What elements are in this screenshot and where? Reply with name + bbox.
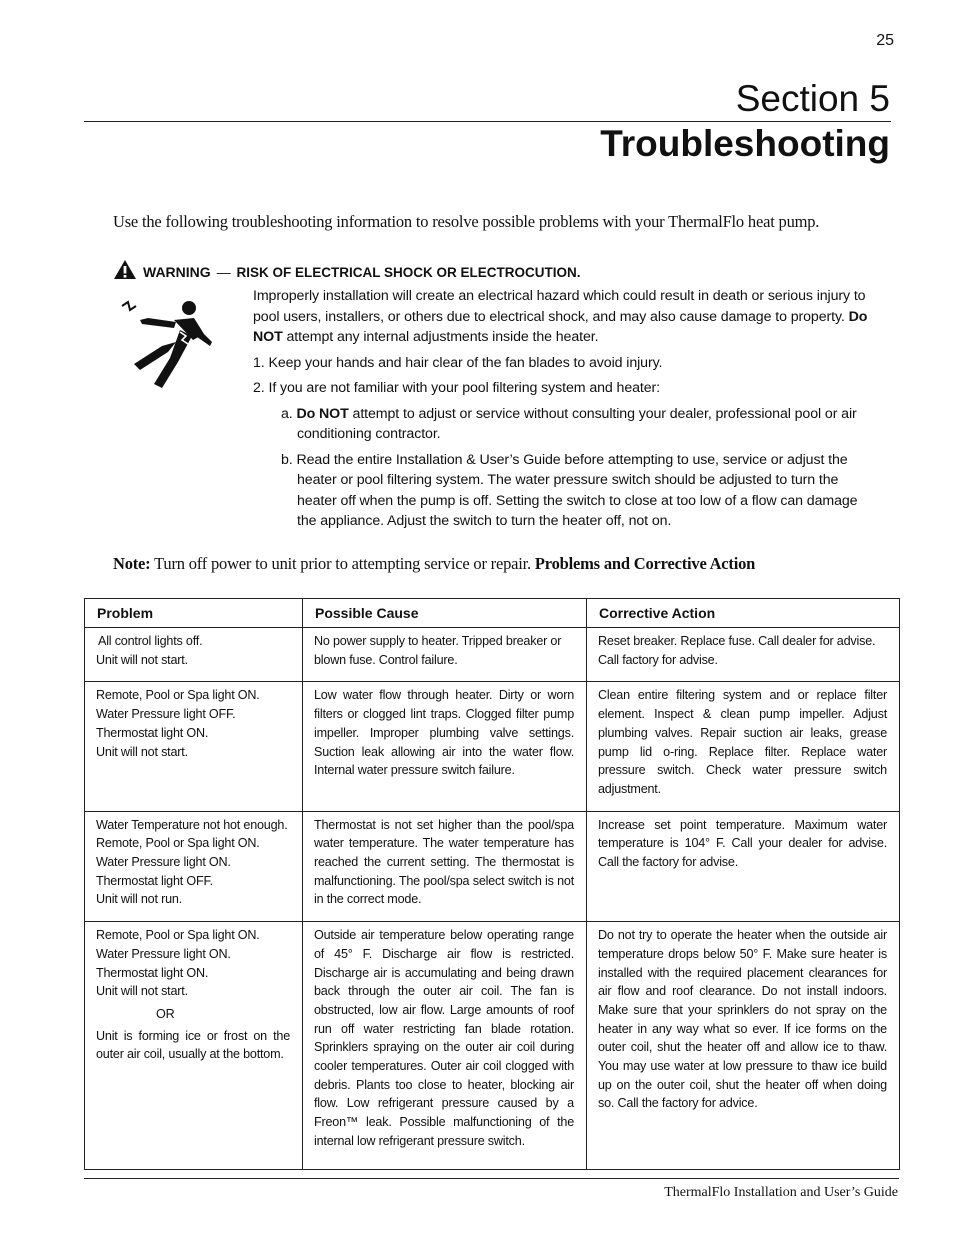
action-cell: Reset breaker. Replace fuse. Call dealer for advise. Call factory for advise. xyxy=(587,628,900,682)
warning-sub-b: b. Read the entire Installation & User’s Guide before attempting to use, service or adjust the heater or pool filtering system. The water pressure switch should be adjusted to turn the heater off when the pump is off. Setting the switch to close at too low of a flow can damage the appliance. Adjust the switch to turn the heater off, not on. xyxy=(281,451,858,529)
problem-cell xyxy=(85,628,303,682)
note-text: Turn off power to unit prior to attempting service or repair. xyxy=(150,554,535,573)
problem-line: Thermostat light OFF. xyxy=(96,873,213,888)
problem-line: Remote, Pool or Spa light ON. xyxy=(96,836,260,851)
warning-sub-a xyxy=(281,404,873,445)
page-title: Troubleshooting xyxy=(600,123,890,164)
cause-cell: Outside air temperature below operating range of 45° F. Discharge air flow is restricted. Discharge air is accumulating and being drawn back through the outer air coil. The fan is obstructed, low air flow. Large amounts of roof run off water restricting fan blade rotation. Sprinklers spraying on the outer air coil during cooler temperatures. Outer air coil clogged with debris. Plants too close to heater, blocking air flow. Low refrigerant pressure caused by a Freon™ leak. Possible malfunctioning of the internal low refrigerant pressure switch. xyxy=(303,922,587,1170)
warning-triangle-icon xyxy=(113,259,137,283)
problem-line: Water Pressure light ON. xyxy=(96,855,231,870)
action-cell: Do not try to operate the heater when the outside air temperature drops below 50° F. Make sure heater is installed with the required placement clearances for air flow and roof clearance. Do not install indoors. Make sure that your sprinklers do not spray on the heater in any way what so ever. If ice forms on the outer coil, shut the heater off and allow ice to thaw. You may use water at low pressure to thaw ice build up on the outer coil, shut the heater off when doing so. Call the factory for advice. xyxy=(587,922,900,1170)
column-header-problem: Problem xyxy=(85,599,303,628)
sub-a-prefix: a. xyxy=(281,405,297,422)
intro-paragraph: Use the following troubleshooting information to resolve possible problems with your ThermalFlo heat pump. xyxy=(113,212,820,231)
warning-text-tail: attempt any internal adjustments inside the heater. xyxy=(282,329,599,345)
problem-cell xyxy=(85,922,303,1170)
table-row xyxy=(85,922,900,1170)
warning-paragraph xyxy=(253,286,873,348)
problem-line: Unit is forming ice or frost on the outer air coil, usually at the bottom. xyxy=(96,1028,290,1062)
problem-line: Unit will not start. xyxy=(96,984,188,999)
problem-line: All control lights off. xyxy=(98,634,203,648)
warning-heading xyxy=(113,259,893,283)
table-row xyxy=(85,682,900,811)
warning-text: Improperly installation will create an electrical hazard which could result in death or serious injury to pool users, installers, or others due to electrical shock, and may also cause damage to property. xyxy=(253,288,866,325)
troubleshooting-table xyxy=(84,598,900,1170)
problem-cell xyxy=(85,811,303,922)
cause-cell: No power supply to heater. Tripped breaker or blown fuse. Control failure. xyxy=(303,628,587,682)
sub-a-text: attempt to adjust or service without consulting your dealer, professional pool or air conditioning contractor. xyxy=(297,405,857,442)
section-number: Section 5 xyxy=(735,78,890,119)
problem-line: Remote, Pool or Spa light ON. xyxy=(96,928,260,943)
problem-line: Thermostat light ON. xyxy=(96,725,209,740)
note-paragraph xyxy=(113,554,913,574)
warning-label: WARNING xyxy=(143,264,211,280)
problem-cell xyxy=(85,682,303,811)
sub-a-do-not: Do NOT xyxy=(296,405,349,422)
warning-item-1: 1. Keep your hands and hair clear of the fan blades to avoid injury. xyxy=(253,354,663,371)
table-header-row xyxy=(85,599,900,628)
note-label: Note: xyxy=(113,554,151,573)
footer-divider xyxy=(84,1178,899,1179)
warning-dash: — xyxy=(216,264,231,280)
electric-shock-figure-icon xyxy=(118,296,218,394)
column-header-cause: Possible Cause xyxy=(303,599,587,628)
problem-or: OR xyxy=(156,1006,175,1021)
footer-title: ThermalFlo Installation and User’s Guide xyxy=(664,1185,898,1200)
problem-line: Thermostat light ON. xyxy=(96,965,209,980)
problem-line: Unit will not start. xyxy=(96,652,188,667)
action-cell: Increase set point temperature. Maximum water temperature is 104° F. Call your dealer for advise. Call the factory for advise. xyxy=(587,811,900,922)
table-row xyxy=(85,628,900,682)
note-heading: Problems and Corrective Action xyxy=(534,554,756,573)
problem-line: Remote, Pool or Spa light ON. xyxy=(96,688,260,703)
action-cell: Clean entire filtering system and or replace filter element. Inspect & clean pump impeller. Adjust plumbing valves. Repair suction air leaks, grease pump lid o-ring. Replace filter. Replace water pressure switch. Check water pressure switch adjustment. xyxy=(587,682,900,811)
problem-line: Water Temperature not hot enough. xyxy=(96,817,288,832)
column-header-action: Corrective Action xyxy=(587,599,900,628)
problem-line: Unit will not run. xyxy=(96,892,182,907)
warning-item-2: 2. If you are not familiar with your pool filtering system and heater: xyxy=(253,380,661,396)
problem-line: Unit will not start. xyxy=(96,744,188,759)
warning-risk: RISK OF ELECTRICAL SHOCK OR ELECTROCUTION. xyxy=(236,265,581,280)
cause-cell: Low water flow through heater. Dirty or worn filters or clogged lint traps. Clogged filter pump impeller. Improper plumbing valve settings. Suction leak allowing air into the water flow. Internal water pressure switch failure. xyxy=(303,682,587,811)
problem-line: Water Pressure light ON. xyxy=(96,946,231,961)
warning-do-not: Do NOT xyxy=(253,308,868,345)
problem-line: Water Pressure light OFF. xyxy=(96,707,236,722)
table-row xyxy=(85,811,900,922)
title-divider xyxy=(84,121,891,122)
cause-cell: Thermostat is not set higher than the pool/spa water temperature. The water temperature has reached the current setting. The thermostat is malfunctioning. The pool/spa select switch is not in the correct mode. xyxy=(303,811,587,922)
warning-body xyxy=(253,286,873,537)
page-number: 25 xyxy=(876,32,894,49)
